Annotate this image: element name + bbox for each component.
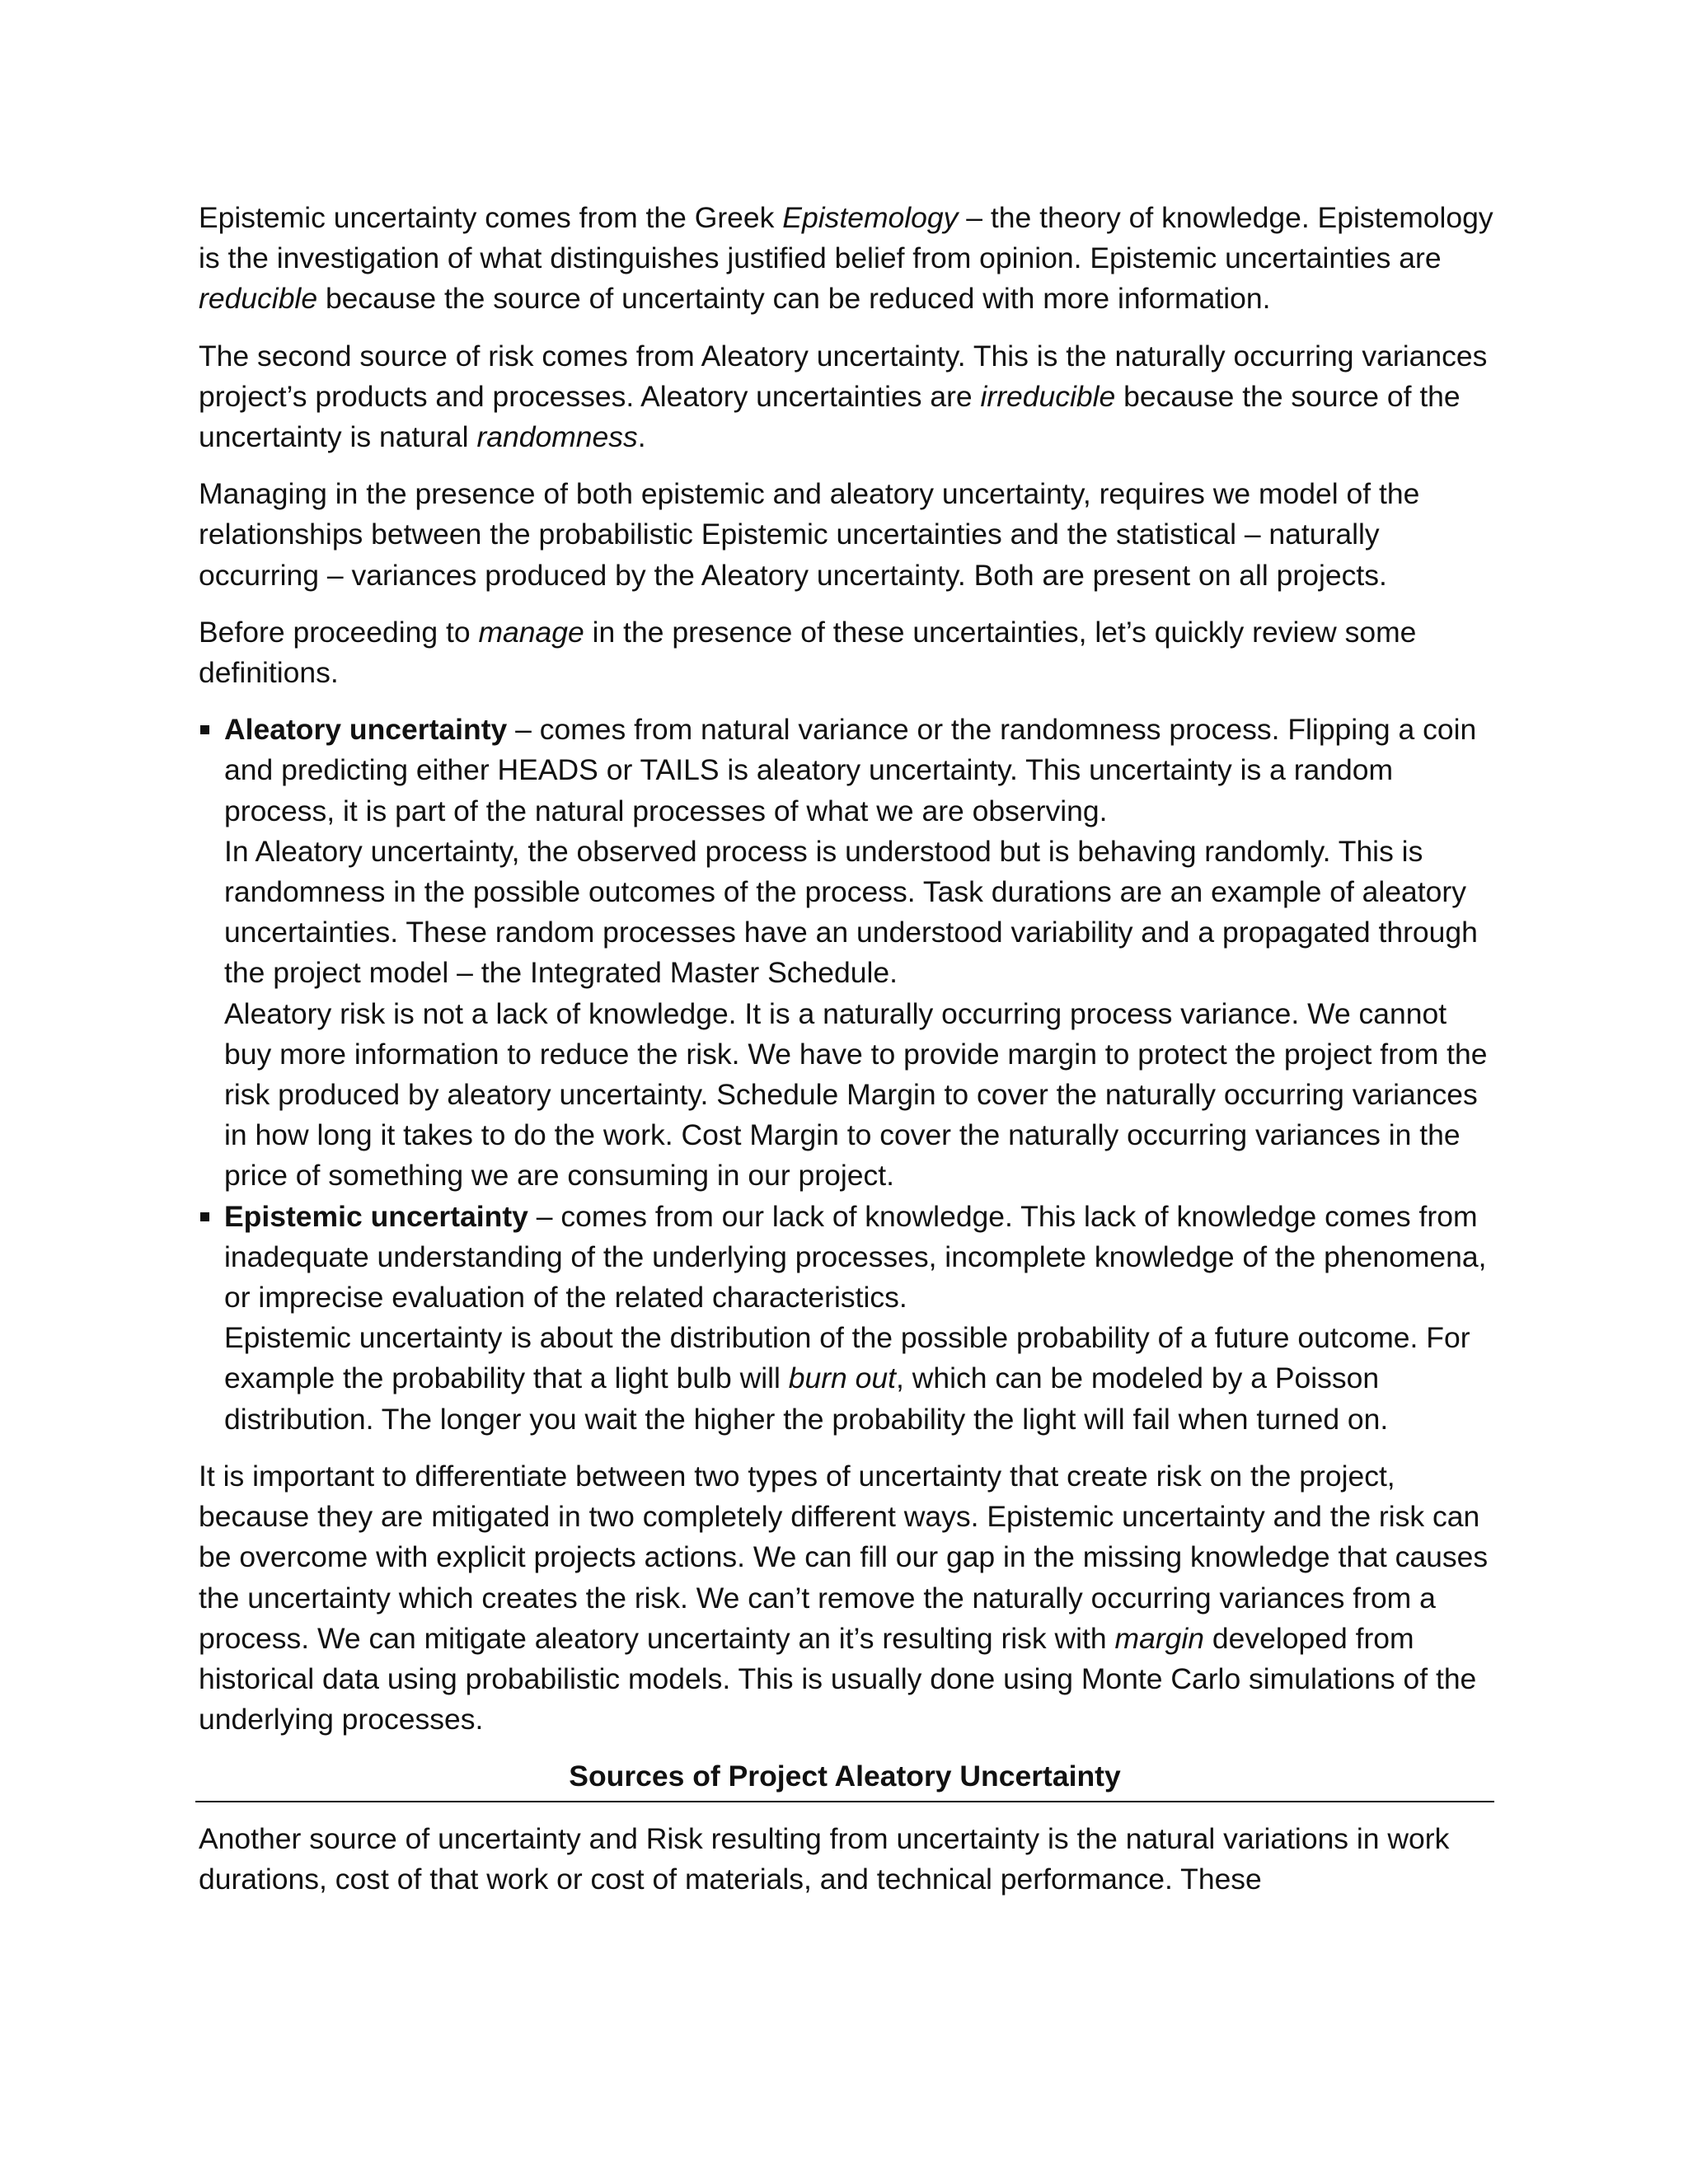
paragraph-epistemic-definition: Epistemic uncertainty comes from the Greek Epistemology – the theory of knowledge. Epistemology is the investigation of what distinguishes justified belief from opinion. Epistemic uncertainties are reducible because the source of uncertainty can be reduced with more information. — [199, 201, 1493, 316]
italic-term: margin — [1114, 1621, 1205, 1655]
definitions-list — [199, 710, 1501, 1440]
list-item-aleatory: Aleatory uncertainty – comes from natural variance or the randomness process. Flipping a coin and predicting either HEADS or TAILS is aleatory uncertainty. This uncertainty is a random process, it is part of the natural processes of what we are observing. In Aleatory uncertainty, the observed process is understood but is behaving randomly. This is randomness in the possible outcomes of the process. Task durations are an example of aleatory uncertainties. These random processes have an understood variability and a propagated through the project model – the Integrated Master Schedule. Aleatory risk is not a lack of knowledge. It is a naturally occurring process variance. We cannot buy more information to reduce the risk. We have to provide margin to protect the project from the risk produced by aleatory uncertainty. Schedule Margin to cover the naturally occurring variances in how long it takes to do the work. Cost Margin to cover the naturally occurring variances in the price of something we are consuming in our project. — [199, 710, 1501, 1196]
italic-term: reducible — [199, 282, 318, 316]
paragraph-another-source: Another source of uncertainty and Risk resulting from uncertainty is the natural variations in work durations, cost of that work or cost of materials, and technical performance. These — [199, 1821, 1450, 1896]
italic-term: irreducible — [980, 379, 1116, 413]
list-item-epistemic: Epistemic uncertainty – comes from our lack of knowledge. This lack of knowledge comes from inadequate understanding of the underlying processes, incomplete knowledge of the phenomena, or imprecise evaluation of the related characteristics. Epistemic uncertainty is about the distribution of the possible probability of a future outcome. For example the probability that a light bulb will burn out, which can be modeled by a Poisson distribution. The longer you wait the higher the probability the light will fail when turned on. — [199, 1197, 1501, 1440]
italic-term: burn out — [788, 1361, 897, 1395]
italic-term: manage — [478, 615, 584, 649]
italic-term: Epistemology — [782, 201, 959, 234]
term-aleatory: Aleatory uncertainty — [224, 713, 508, 747]
term-epistemic: Epistemic uncertainty — [224, 1199, 528, 1233]
paragraph-differentiate-uncertainty: It is important to differentiate between two types of uncertainty that create risk on the project, because they are mitigated in two completely different ways. Epistemic uncertainty and the risk can be overcome with explicit projects actions. We can fill our gap in the missing knowledge that causes the uncertainty which creates the risk. We can’t remove the naturally occurring variances from a process. We can mitigate aleatory uncertainty an it’s resulting risk with margin developed from historical data using probabilistic models. This is usually done using Monte Carlo simulations of the underlying processes. — [199, 1459, 1489, 1736]
paragraph-review-definitions: Before proceeding to manage in the presence of these uncertainties, let’s quickly review some definitions. — [199, 615, 1417, 690]
paragraph-managing-uncertainty: Managing in the presence of both epistemic and aleatory uncertainty, requires we model of the relationships between the probabilistic Epistemic uncertainties and the statistical – naturally occurring – variances produced by the Aleatory uncertainty. Both are present on all projects. — [199, 477, 1420, 592]
section-heading: Sources of Project Aleatory Uncertainty — [195, 1756, 1494, 1802]
italic-term: randomness — [476, 420, 638, 454]
document-page — [199, 198, 1501, 1916]
paragraph-aleatory-source: The second source of risk comes from Aleatory uncertainty. This is the naturally occurring variances project’s products and processes. Aleatory uncertainties are irreducible because the source of the uncertainty is natural randomness. — [199, 339, 1488, 454]
